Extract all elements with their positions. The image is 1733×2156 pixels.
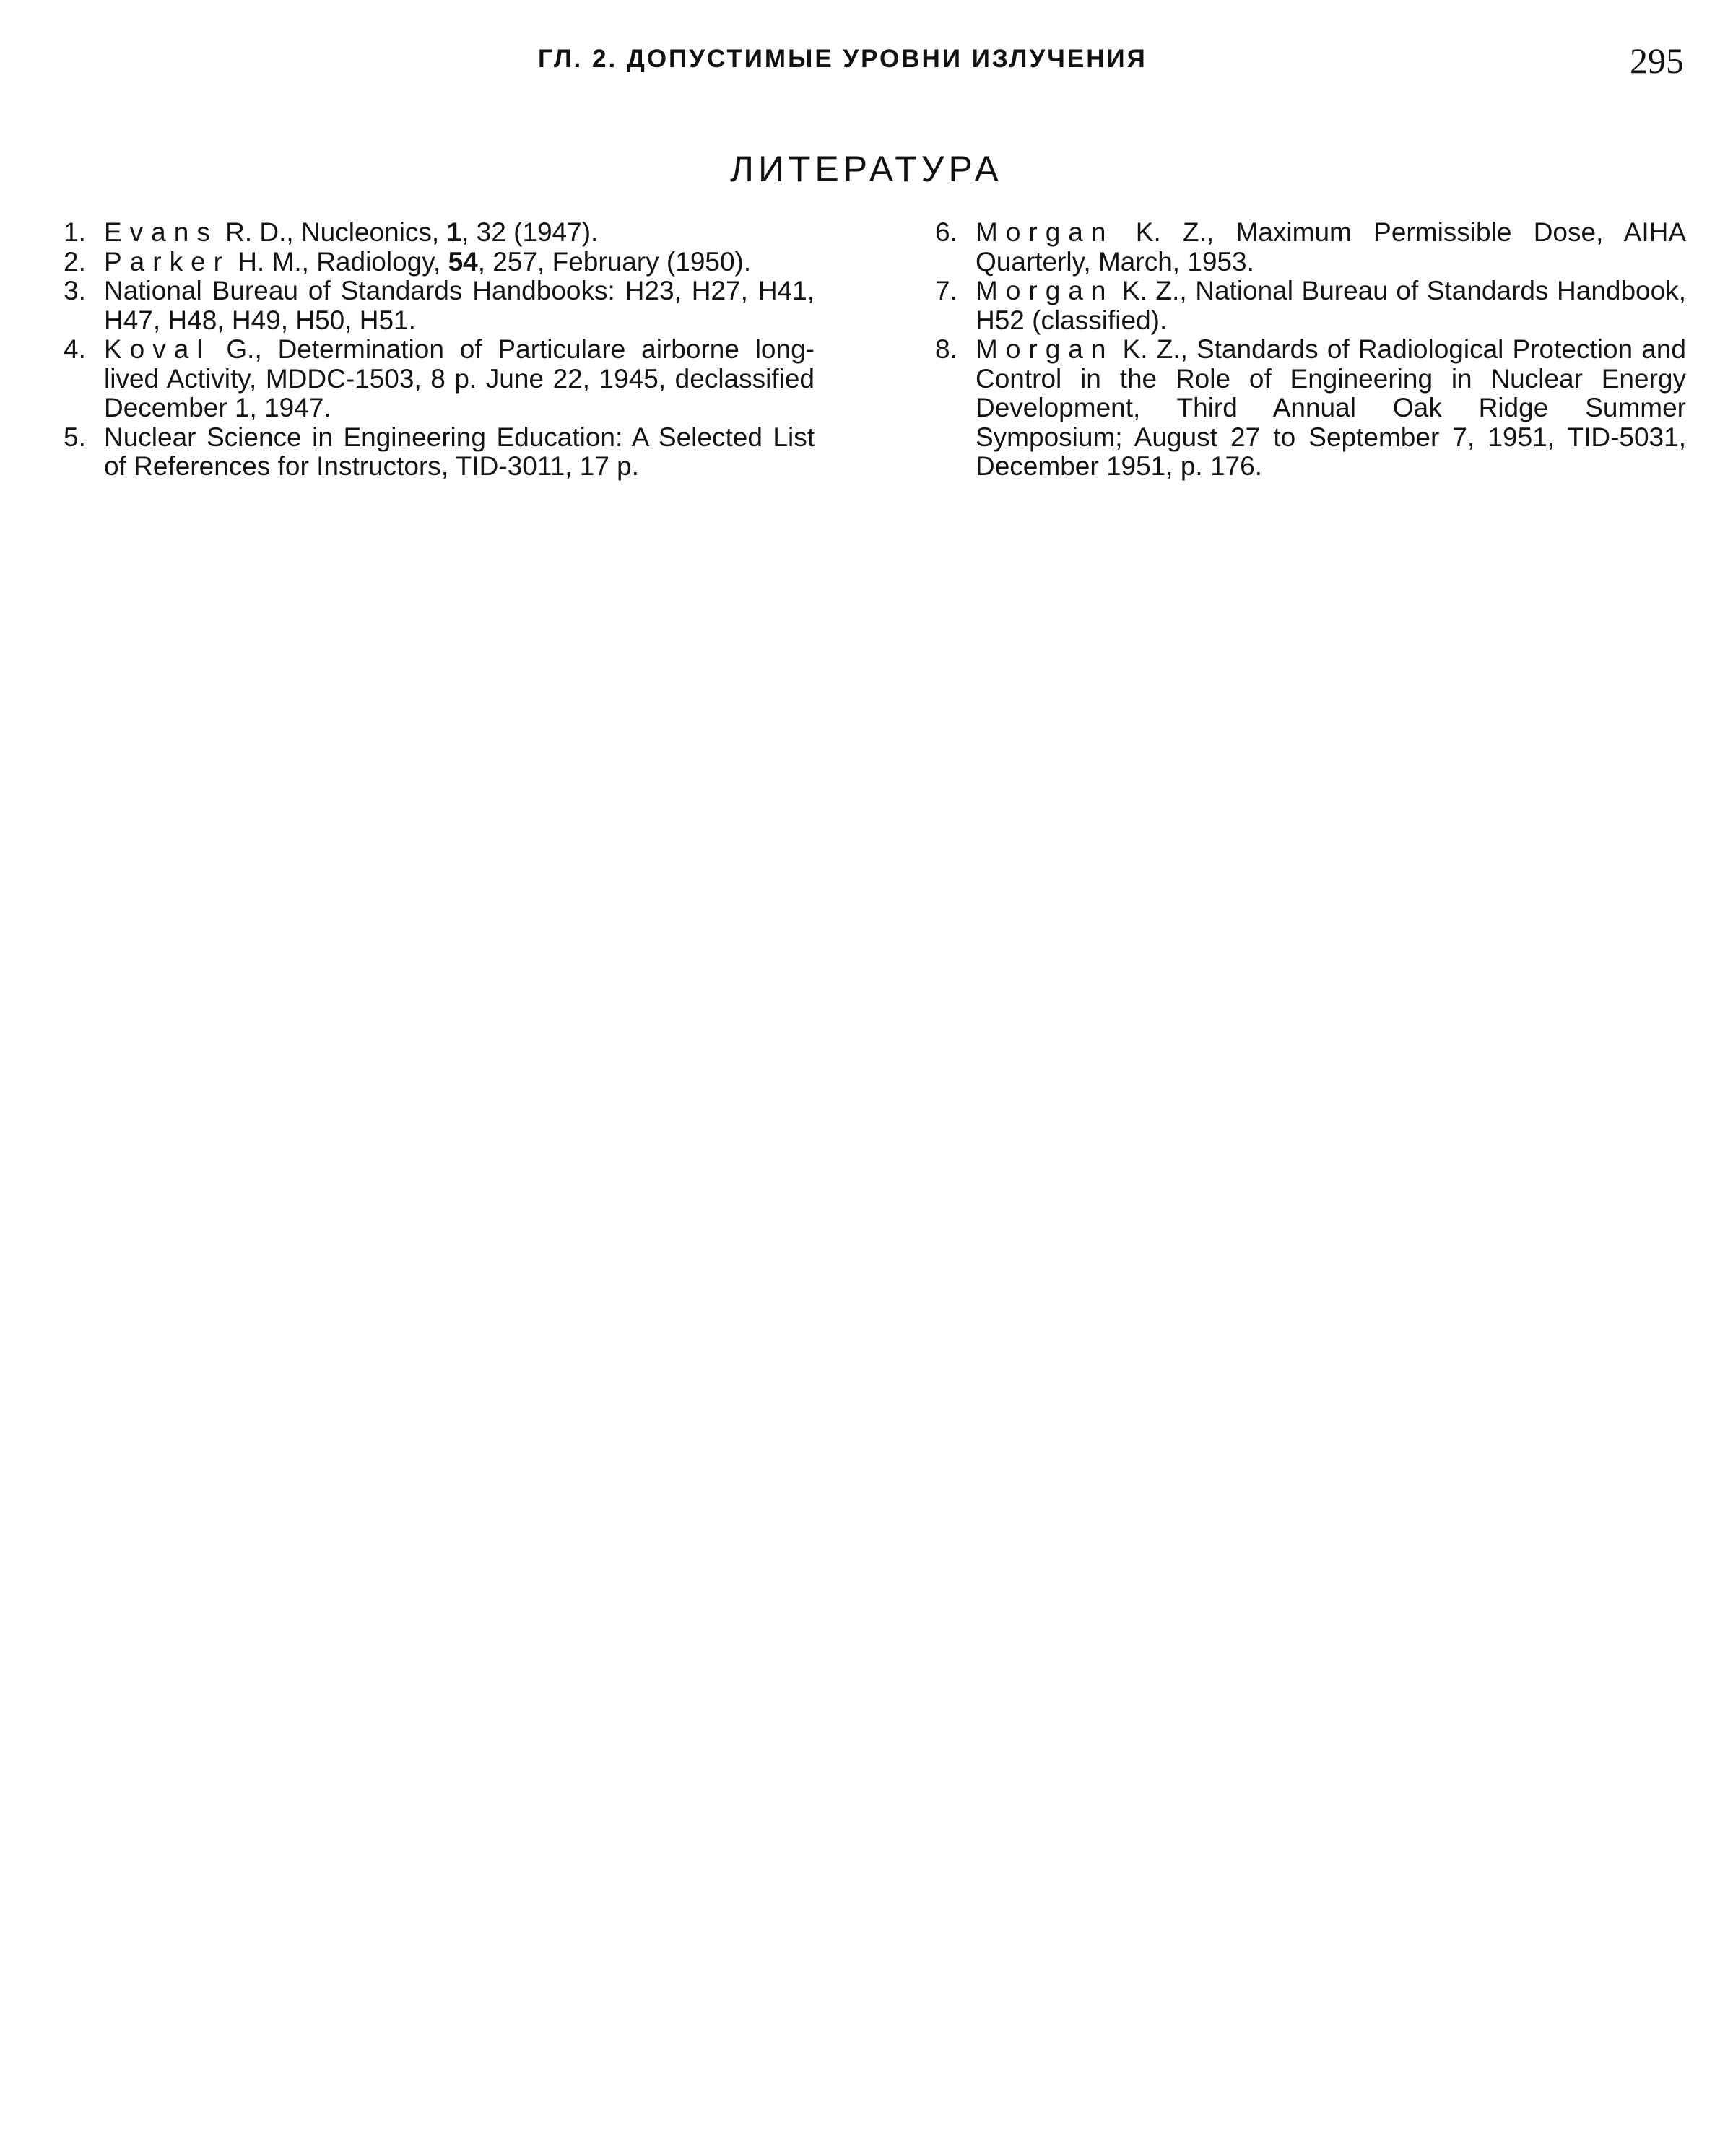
reference-item (64, 248, 815, 277)
reference-item (64, 335, 815, 423)
reference-text: National Bureau of Standards Handbooks: H23, H27, H41, H47, H48, H49, H50, H51. (104, 276, 815, 335)
reference-item (64, 218, 815, 248)
reference-number: 6. (935, 217, 957, 247)
reference-text: Nuclear Science in Engineering Education: A Selected List of References for Instructors, TID-3011, 17 p. (104, 422, 815, 481)
reference-item (935, 335, 1686, 482)
reference-author: Koval (104, 334, 211, 364)
reference-text: K. Z., Maximum Permissible Dose, AIHA Quarterly, March, 1953. (976, 217, 1686, 277)
section-title: ЛИТЕРАТУРА (730, 149, 1003, 189)
reference-number: 4. (64, 334, 86, 364)
reference-item (935, 218, 1686, 277)
reference-number: 1. (64, 217, 86, 247)
references-column-left (64, 218, 815, 482)
reference-number: 8. (935, 334, 957, 364)
reference-number: 2. (64, 246, 86, 277)
reference-volume: 54 (448, 246, 478, 277)
reference-text: , 257, February (1950). (477, 246, 752, 277)
reference-number: 3. (64, 276, 86, 305)
reference-author: Morgan (976, 276, 1114, 305)
reference-text: H. M., Radiology, (230, 246, 448, 277)
reference-text: K. Z., National Bureau of Standards Handbook, H52 (classified). (976, 276, 1686, 335)
reference-item (64, 277, 815, 335)
reference-volume: 1 (446, 217, 462, 247)
reference-author: Morgan (976, 217, 1114, 247)
reference-author: Evans (104, 217, 218, 247)
reference-author: Morgan (976, 334, 1114, 364)
reference-text: R. D., Nucleonics, (217, 217, 447, 247)
reference-text: G., Determination of Particulare airborne long-lived Activity, MDDC-1503, 8 p. June 22, 1945, declassified December 1, 1947. (104, 334, 815, 422)
running-header: ГЛ. 2. ДОПУСТИМЫЕ УРОВНИ ИЗЛУЧЕНИЯ (538, 45, 1147, 73)
reference-author: Parker (104, 246, 230, 277)
reference-item (935, 277, 1686, 335)
reference-number: 7. (935, 276, 957, 305)
references-column-right (935, 218, 1686, 482)
reference-text: K. Z., Standards of Radiological Protection and Control in the Role of Engineering in Nuclear Energy Development, Third Annual Oak Ridge Summer Symposium; August 27 to September 7, 1951, TID-5031, December 1951, p. 176. (976, 334, 1686, 481)
reference-item (64, 423, 815, 482)
reference-number: 5. (64, 422, 86, 452)
page-number: 295 (1630, 40, 1684, 81)
reference-text: , 32 (1947). (461, 217, 599, 247)
